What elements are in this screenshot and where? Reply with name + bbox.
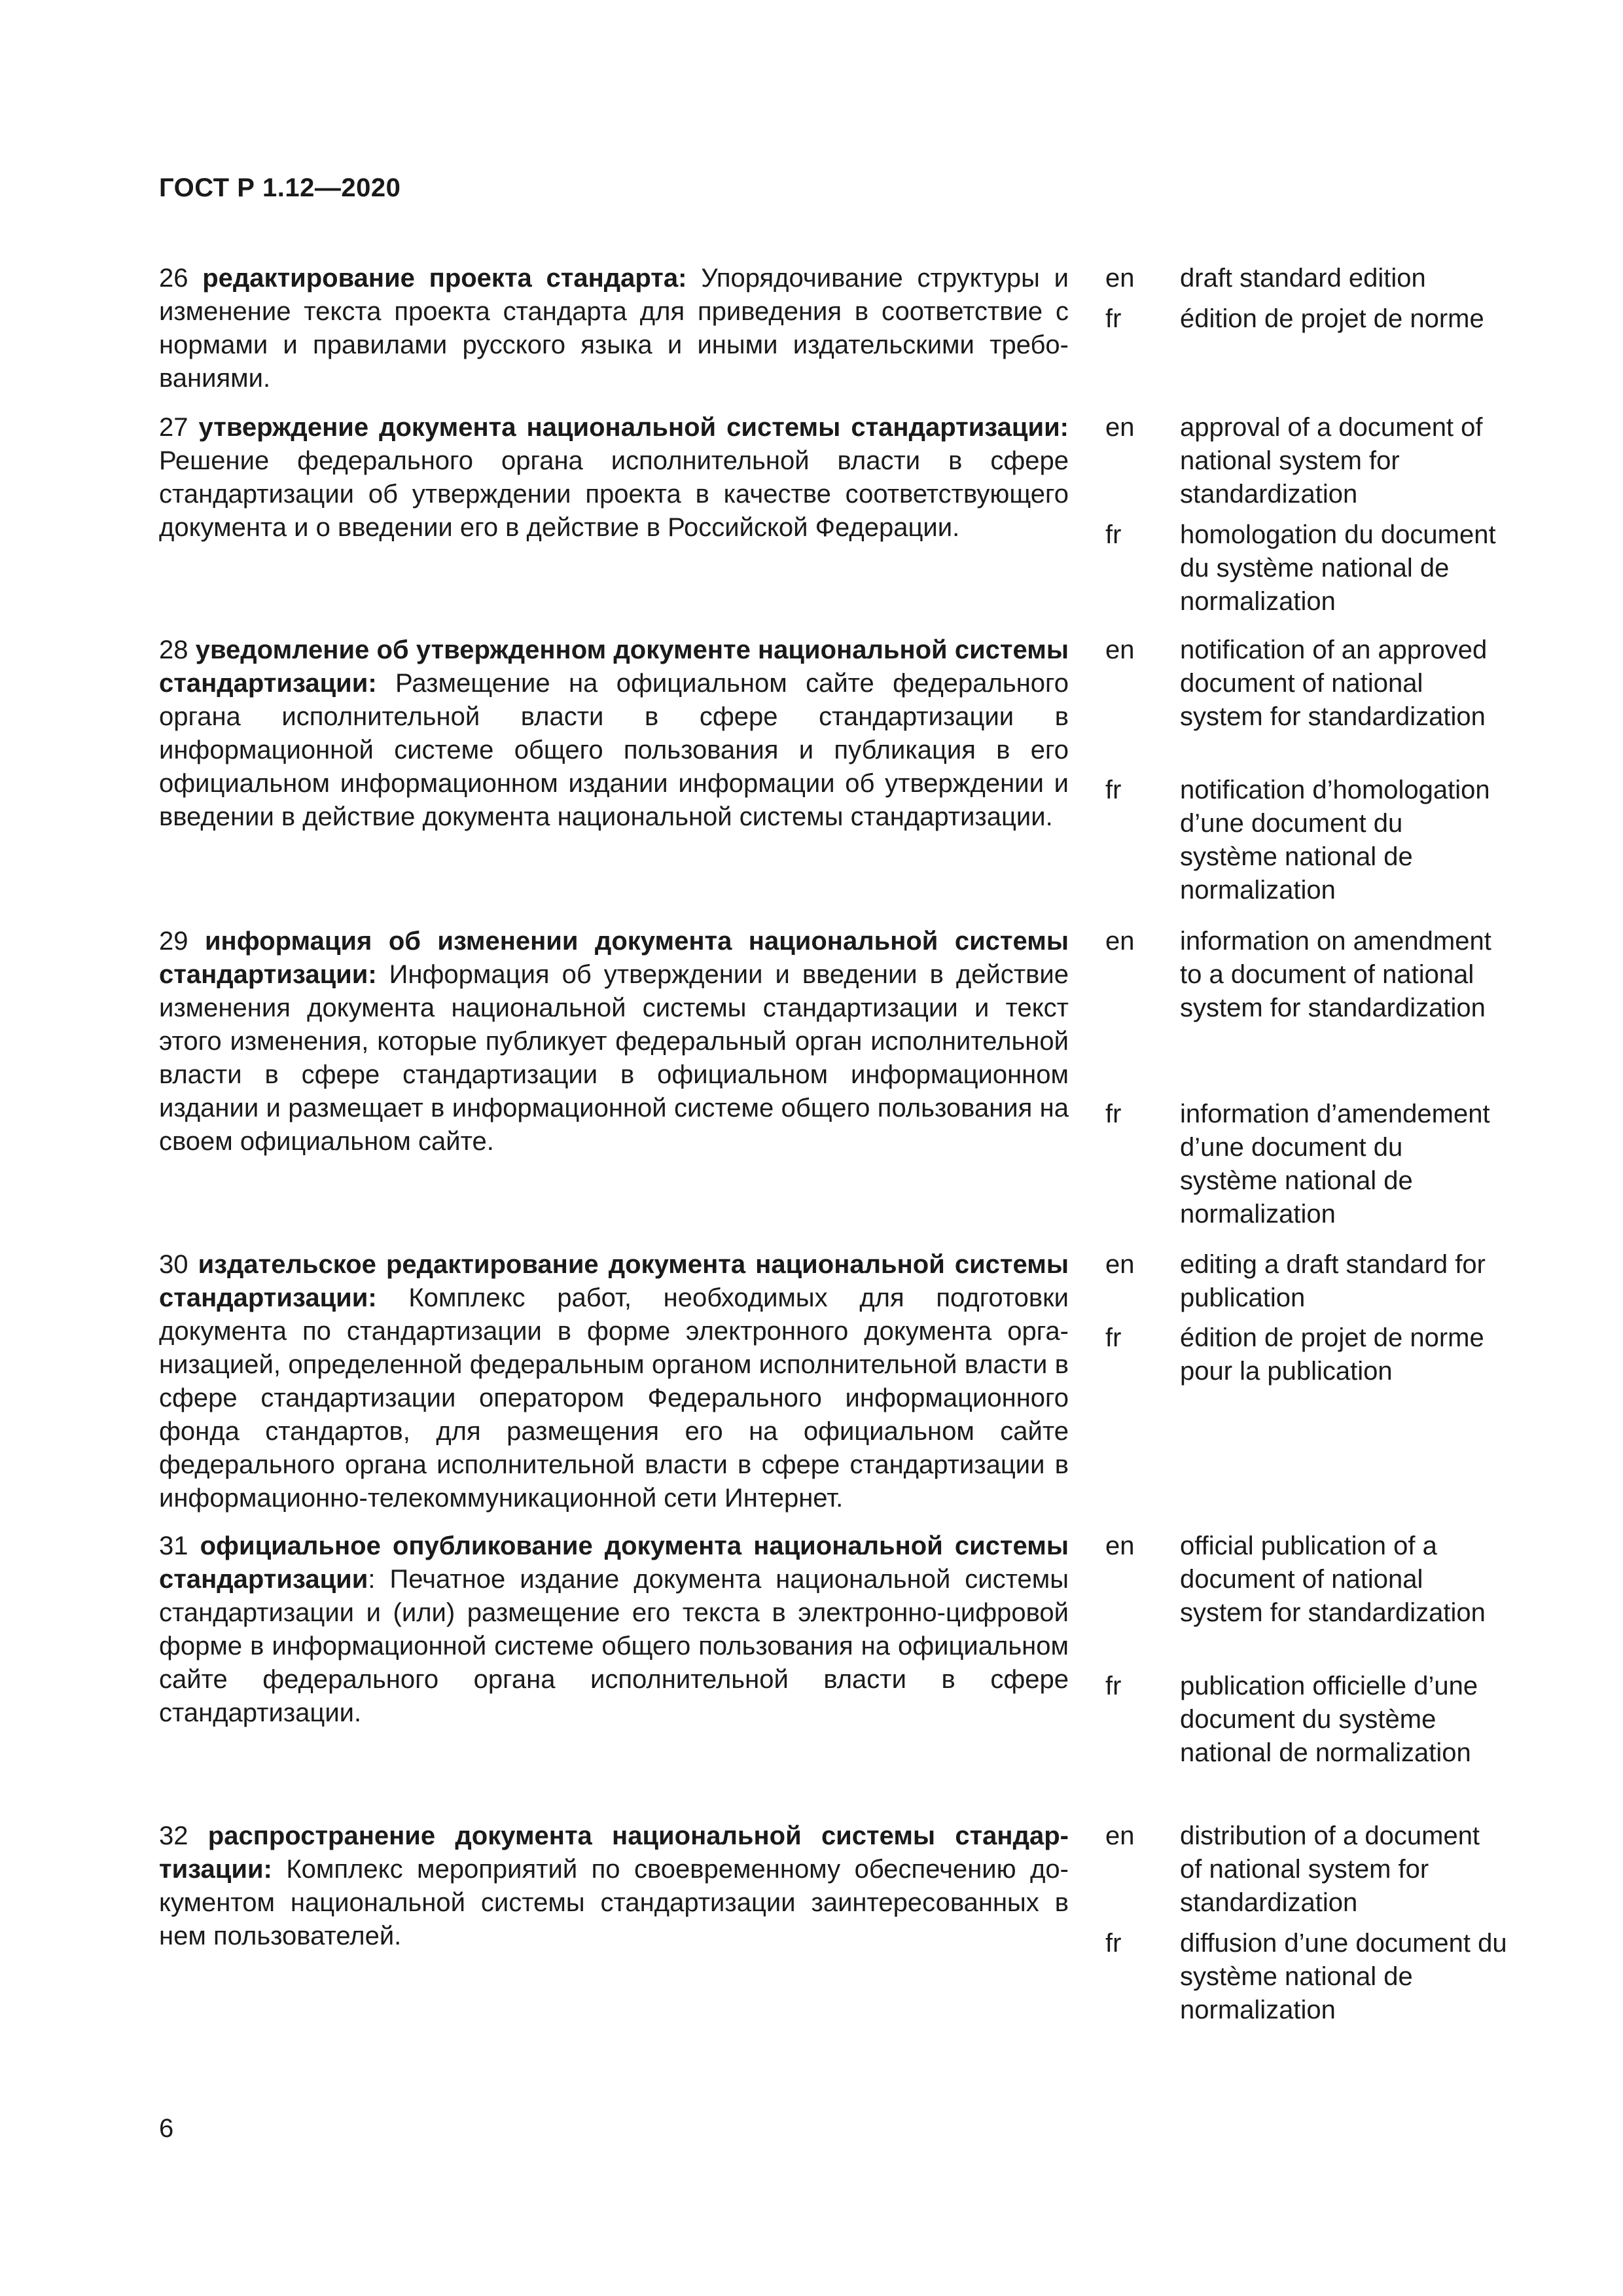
term-definition bbox=[159, 1820, 1069, 1953]
term-definition-text: Размещение на официальном сайте федерального органа исполнительной власти в сфере стандартизации в информационной системе общего пользования и публикация в его официальном информационном издании информации об утверждении и введении в действие документа национальной системы стандартизации. bbox=[159, 669, 1069, 831]
term-title: уведомление об утвержденном документе национальной системы стандартизации: bbox=[159, 636, 1069, 698]
translation-text: information d’amendement d’une document du système national de normalization bbox=[1180, 1100, 1490, 1229]
lang-code: en bbox=[1105, 1532, 1135, 1560]
translation-text: publication officielle d’une document du système national de normalization bbox=[1180, 1672, 1478, 1767]
lang-code: fr bbox=[1105, 776, 1122, 804]
lang-code: en bbox=[1105, 927, 1135, 956]
term-definition-text: Комплекс работ, необходимых для подготовки документа по стандартизации в форме электронного документа организацией, определенной федеральным органом исполнительной власти в сфере стандартизации оператором Федерального информационного фонда стандартов, для размещения его на официальном сайте федерального органа исполнительной власти в сфере стандартизации в информационно-телекоммуникационной сети Интернет. bbox=[159, 1283, 1069, 1513]
translation-text: approval of a document of national system for standardization bbox=[1180, 413, 1483, 509]
term-title: утверждение документа национальной системы стандартизации: bbox=[198, 413, 1069, 442]
lang-code: en bbox=[1105, 1821, 1135, 1850]
term-title: распространение документа национальной системы стандартизации: bbox=[159, 1821, 1069, 1884]
translation-text: homologation du document du système national de normalization bbox=[1180, 520, 1496, 616]
term-number: 32 bbox=[159, 1821, 188, 1850]
term-number: 27 bbox=[159, 413, 188, 442]
translation-text: édition de projet de norme pour la publication bbox=[1180, 1323, 1484, 1386]
term-definition bbox=[159, 1248, 1069, 1515]
term-title: издательское редактирование документа национальной системы стандартизации: bbox=[159, 1250, 1069, 1312]
term-number: 29 bbox=[159, 927, 188, 956]
translation-text: editing a draft standard for publication bbox=[1180, 1250, 1486, 1312]
translation-text: information on amendment to a document of national system for standardization bbox=[1180, 927, 1491, 1022]
term-definition-text: : Печатное издание документа национальной системы стандартизации и (или) размещение его текста в электронно-цифровой форме в информационной системе общего пользования на официальном сайте федерального органа исполнительной власти в сфере стандартизации. bbox=[159, 1565, 1069, 1727]
term-title: редактирование проекта стандарта: bbox=[202, 264, 687, 293]
term-definition-text: Комплекс мероприятий по своевременному обеспечению документом национальной системы стандартизации заинтересованных в нем пользователей. bbox=[159, 1855, 1069, 1950]
term-title: информация об изменении документа национальной системы стандартизации: bbox=[159, 927, 1069, 989]
lang-code: fr bbox=[1105, 304, 1122, 333]
term-number: 31 bbox=[159, 1532, 188, 1560]
lang-code: en bbox=[1105, 1250, 1135, 1279]
lang-code: fr bbox=[1105, 1323, 1122, 1352]
lang-code: fr bbox=[1105, 520, 1122, 549]
term-definition bbox=[159, 925, 1069, 1158]
term-definition-text: Решение федерального органа исполнительной власти в сфере стандартизации об утверждении проекта в качестве соответствующего документа и о введении его в действие в Российской Федерации. bbox=[159, 446, 1069, 542]
term-title: официальное опубликование документа национальной системы стандартизации bbox=[159, 1532, 1069, 1594]
translation-text: official publication of a document of national system for standardization bbox=[1180, 1532, 1486, 1627]
lang-code: fr bbox=[1105, 1672, 1122, 1700]
translation-text: notification d’homologation d’une document du système national de normalization bbox=[1180, 776, 1490, 905]
lang-code: en bbox=[1105, 413, 1135, 442]
term-definition bbox=[159, 1530, 1069, 1730]
translation-text: distribution of a document of national system for standardization bbox=[1180, 1821, 1480, 1917]
term-definition bbox=[159, 262, 1069, 395]
translation-text: notification of an approved document of national system for standardization bbox=[1180, 636, 1488, 731]
lang-code: fr bbox=[1105, 1100, 1122, 1128]
translation-text: diffusion d’une document du système national de normalization bbox=[1180, 1929, 1507, 2024]
term-number: 30 bbox=[159, 1250, 188, 1279]
translation-text: draft standard edition bbox=[1180, 264, 1426, 293]
term-definition bbox=[159, 634, 1069, 834]
term-number: 26 bbox=[159, 264, 188, 293]
lang-code: en bbox=[1105, 264, 1135, 293]
term-definition bbox=[159, 411, 1069, 545]
page-number: 6 bbox=[159, 2114, 174, 2143]
translation-text: édition de projet de norme bbox=[1180, 304, 1484, 333]
document-code-header: ГОСТ Р 1.12—2020 bbox=[159, 173, 401, 202]
term-definition-text: Упорядочивание структуры и изменение текста проекта стандарта для приведения в соответствие с нормами и правилами русского языка и иными издательскими требованиями. bbox=[159, 264, 1069, 393]
lang-code: fr bbox=[1105, 1929, 1122, 1958]
term-definition-text: Информация об утверждении и введении в действие изменения документа национальной системы стандартизации и текст этого изменения, которые публикует федеральный орган исполнительной власти в сфере стандартизации в официальном информационном издании и размещает в информационной системе общего пользования на своем официальном сайте. bbox=[159, 960, 1069, 1156]
term-number: 28 bbox=[159, 636, 188, 664]
lang-code: en bbox=[1105, 636, 1135, 664]
